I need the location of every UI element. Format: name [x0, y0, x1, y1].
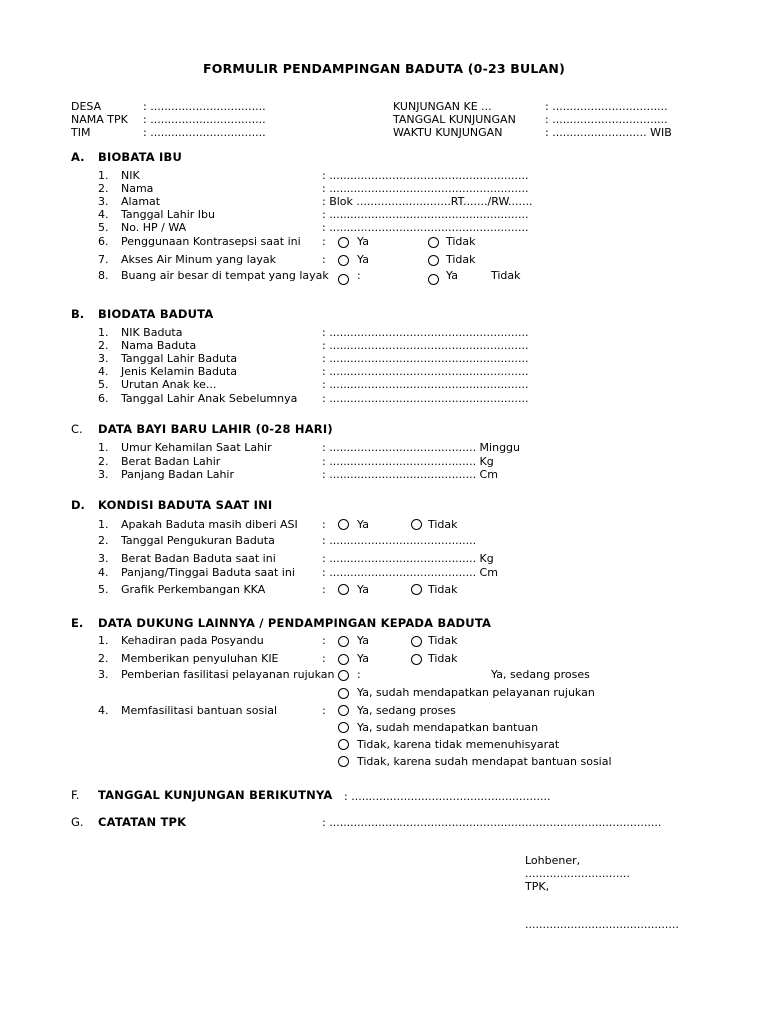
e1-num: 1.: [98, 634, 109, 647]
panjang-badan-lahir-field[interactable]: : .......................................... Cm: [322, 468, 498, 481]
air-minum-ya-label: Ya: [357, 253, 369, 266]
section-a-title: BIOBATA IBU: [98, 150, 183, 164]
asi-tidak-radio[interactable]: [411, 519, 422, 530]
e2-colon: :: [322, 652, 326, 665]
alamat-field[interactable]: : Blok ...........................RT......./RW.......: [322, 195, 533, 208]
nama-tpk-label: NAMA TPK: [71, 113, 128, 126]
b4-label: Jenis Kelamin Baduta: [121, 365, 238, 378]
bansos-tidak-sudah-label: Tidak, karena sudah mendapat bantuan sosial: [357, 755, 612, 768]
posyandu-tidak-radio[interactable]: [411, 636, 422, 647]
form-title: FORMULIR PENDAMPINGAN BADUTA (0-23 BULAN): [203, 61, 565, 76]
jenis-kelamin-field[interactable]: : .........................................................: [322, 365, 529, 378]
catatan-tpk-field[interactable]: : ...............................................................................................: [322, 816, 662, 829]
posyandu-tidak-label: Tidak: [428, 634, 458, 647]
e1-label: Kehadiran pada Posyandu: [121, 634, 264, 647]
b2-num: 2.: [98, 339, 109, 352]
tanggal-kunjungan-label: TANGGAL KUNJUNGAN: [393, 113, 516, 126]
nik-baduta-field[interactable]: : .........................................................: [322, 326, 529, 339]
section-b-title: BIODATA BADUTA: [98, 307, 214, 321]
a5-num: 5.: [98, 221, 109, 234]
tanggal-kunjungan-field[interactable]: : .................................: [545, 113, 668, 126]
rujukan-proses-radio[interactable]: [338, 670, 349, 681]
air-minum-tidak-label: Tidak: [446, 253, 476, 266]
b4-num: 4.: [98, 365, 109, 378]
tanggal-pengukuran-field[interactable]: : ..........................................: [322, 534, 477, 547]
nama-tpk-field[interactable]: : .................................: [143, 113, 266, 126]
e3-num: 3.: [98, 668, 109, 681]
a8-label: Buang air besar di tempat yang layak: [121, 269, 329, 282]
waktu-kunjungan-field[interactable]: : ........................... WIB: [545, 126, 672, 139]
section-a-letter: A.: [71, 150, 85, 164]
section-g-letter: G.: [71, 815, 84, 829]
bansos-sudah-label: Ya, sudah mendapatkan bantuan: [357, 721, 539, 734]
section-f-letter: F.: [71, 788, 80, 802]
kontrasepsi-tidak-label: Tidak: [446, 235, 476, 248]
e3-colon: :: [357, 668, 361, 681]
nama-baduta-field[interactable]: : .........................................................: [322, 339, 529, 352]
bab-layak-tidak-label: Tidak: [491, 269, 521, 282]
a3-num: 3.: [98, 195, 109, 208]
urutan-anak-field[interactable]: : .........................................................: [322, 378, 529, 391]
bab-layak-ya-radio[interactable]: [338, 274, 349, 285]
posyandu-ya-radio[interactable]: [338, 636, 349, 647]
a3-label: Alamat: [121, 195, 161, 208]
b1-label: NIK Baduta: [121, 326, 183, 339]
d4-label: Panjang/Tinggai Baduta saat ini: [121, 566, 295, 579]
b6-num: 6.: [98, 392, 109, 405]
nik-ibu-field[interactable]: : .........................................................: [322, 169, 529, 182]
berat-badan-saat-ini-field[interactable]: : .......................................... Kg: [322, 552, 494, 565]
section-g-title: CATATAN TPK: [98, 815, 187, 829]
bansos-proses-radio[interactable]: [338, 705, 349, 716]
e3-label: Pemberian fasilitasi pelayanan rujukan: [121, 668, 335, 681]
d4-num: 4.: [98, 566, 109, 579]
kie-tidak-radio[interactable]: [411, 654, 422, 665]
kka-ya-radio[interactable]: [338, 584, 349, 595]
section-d-title: KONDISI BADUTA SAAT INI: [98, 498, 273, 512]
waktu-kunjungan-label: WAKTU KUNJUNGAN: [393, 126, 503, 139]
kunjungan-ke-label: KUNJUNGAN KE ...: [393, 100, 492, 113]
kontrasepsi-ya-radio[interactable]: [338, 237, 349, 248]
asi-ya-label: Ya: [357, 518, 369, 531]
kunjungan-ke-field[interactable]: : .................................: [545, 100, 668, 113]
signature-name-field[interactable]: ............................................: [525, 918, 679, 931]
tanggal-kunjungan-berikutnya-field[interactable]: : .........................................................: [344, 790, 551, 803]
kka-tidak-radio[interactable]: [411, 584, 422, 595]
a1-label: NIK: [121, 169, 140, 182]
section-f-title: TANGGAL KUNJUNGAN BERIKUTNYA: [98, 788, 333, 802]
e4-num: 4.: [98, 704, 109, 717]
a1-num: 1.: [98, 169, 109, 182]
signature-place: Lohbener,: [525, 854, 581, 867]
a6-num: 6.: [98, 235, 109, 248]
desa-label: DESA: [71, 100, 102, 113]
kontrasepsi-ya-label: Ya: [357, 235, 369, 248]
e1-colon: :: [322, 634, 326, 647]
c3-label: Panjang Badan Lahir: [121, 468, 234, 481]
tanggal-lahir-baduta-field[interactable]: : .........................................................: [322, 352, 529, 365]
a2-label: Nama: [121, 182, 154, 195]
panjang-tinggi-field[interactable]: : .......................................... Cm: [322, 566, 498, 579]
a6-colon: :: [322, 235, 326, 248]
bansos-sudah-radio[interactable]: [338, 722, 349, 733]
asi-tidak-label: Tidak: [428, 518, 458, 531]
c2-label: Berat Badan Lahir: [121, 455, 221, 468]
b2-label: Nama Baduta: [121, 339, 197, 352]
d1-colon: :: [322, 518, 326, 531]
no-hp-field[interactable]: : .........................................................: [322, 221, 529, 234]
desa-field[interactable]: : .................................: [143, 100, 266, 113]
c2-num: 2.: [98, 455, 109, 468]
section-d-letter: D.: [71, 498, 85, 512]
asi-ya-radio[interactable]: [338, 519, 349, 530]
signature-date-field[interactable]: ..............................: [525, 867, 630, 880]
e2-label: Memberikan penyuluhan KIE: [121, 652, 279, 665]
rujukan-sudah-label: Ya, sudah mendapatkan pelayanan rujukan: [357, 686, 595, 699]
c1-label: Umur Kehamilan Saat Lahir: [121, 441, 272, 454]
posyandu-ya-label: Ya: [357, 634, 369, 647]
bansos-tidak-syarat-label: Tidak, karena tidak memenuhisyarat: [357, 738, 560, 751]
signature-role: TPK,: [525, 880, 550, 893]
d5-colon: :: [322, 583, 326, 596]
e2-num: 2.: [98, 652, 109, 665]
bansos-proses-label: Ya, sedang proses: [357, 704, 456, 717]
kie-ya-radio[interactable]: [338, 654, 349, 665]
a4-label: Tanggal Lahir Ibu: [121, 208, 215, 221]
bab-layak-tidak-radio[interactable]: [428, 274, 439, 285]
a2-num: 2.: [98, 182, 109, 195]
rujukan-sudah-radio[interactable]: [338, 688, 349, 699]
e4-label: Memfasilitasi bantuan sosial: [121, 704, 278, 717]
b3-num: 3.: [98, 352, 109, 365]
d5-num: 5.: [98, 583, 109, 596]
d2-num: 2.: [98, 534, 109, 547]
kontrasepsi-tidak-radio[interactable]: [428, 237, 439, 248]
c3-num: 3.: [98, 468, 109, 481]
b1-num: 1.: [98, 326, 109, 339]
kka-ya-label: Ya: [357, 583, 369, 596]
a6-label: Penggunaan Kontrasepsi saat ini: [121, 235, 301, 248]
c1-num: 1.: [98, 441, 109, 454]
a7-label: Akses Air Minum yang layak: [121, 253, 277, 266]
tanggal-lahir-sebelumnya-field[interactable]: : .........................................................: [322, 392, 529, 405]
rujukan-proses-label: Ya, sedang proses: [491, 668, 590, 681]
a7-colon: :: [322, 253, 326, 266]
kka-tidak-label: Tidak: [428, 583, 458, 596]
air-minum-tidak-radio[interactable]: [428, 255, 439, 266]
umur-kehamilan-field[interactable]: : .......................................... Minggu: [322, 441, 521, 454]
b5-num: 5.: [98, 378, 109, 391]
section-e-letter: E.: [71, 616, 84, 630]
tim-label: TIM: [71, 126, 91, 139]
a7-num: 7.: [98, 253, 109, 266]
section-c-letter: C.: [71, 422, 83, 436]
nama-ibu-field[interactable]: : .........................................................: [322, 182, 529, 195]
kie-ya-label: Ya: [357, 652, 369, 665]
d3-label: Berat Badan Baduta saat ini: [121, 552, 276, 565]
a8-colon: :: [357, 269, 361, 282]
air-minum-ya-radio[interactable]: [338, 255, 349, 266]
tanggal-lahir-ibu-field[interactable]: : .........................................................: [322, 208, 529, 221]
bansos-tidak-sudah-radio[interactable]: [338, 756, 349, 767]
b3-label: Tanggal Lahir Baduta: [121, 352, 238, 365]
d5-label: Grafik Perkembangan KKA: [121, 583, 266, 596]
d2-label: Tanggal Pengukuran Baduta: [121, 534, 275, 547]
bab-layak-ya-label: Ya: [446, 269, 458, 282]
bansos-tidak-syarat-radio[interactable]: [338, 739, 349, 750]
b6-label: Tanggal Lahir Anak Sebelumnya: [121, 392, 298, 405]
tim-field[interactable]: : .................................: [143, 126, 266, 139]
section-b-letter: B.: [71, 307, 85, 321]
b5-label: Urutan Anak ke...: [121, 378, 217, 391]
section-e-title: DATA DUKUNG LAINNYA / PENDAMPINGAN KEPADA BADUTA: [98, 616, 492, 630]
kie-tidak-label: Tidak: [428, 652, 458, 665]
d1-label: Apakah Baduta masih diberi ASI: [121, 518, 298, 531]
e4-colon: :: [322, 704, 326, 717]
section-c-title: DATA BAYI BARU LAHIR (0-28 HARI): [98, 422, 333, 436]
a5-label: No. HP / WA: [121, 221, 187, 234]
a4-num: 4.: [98, 208, 109, 221]
d3-num: 3.: [98, 552, 109, 565]
a8-num: 8.: [98, 269, 109, 282]
d1-num: 1.: [98, 518, 109, 531]
berat-badan-lahir-field[interactable]: : .......................................... Kg: [322, 455, 494, 468]
